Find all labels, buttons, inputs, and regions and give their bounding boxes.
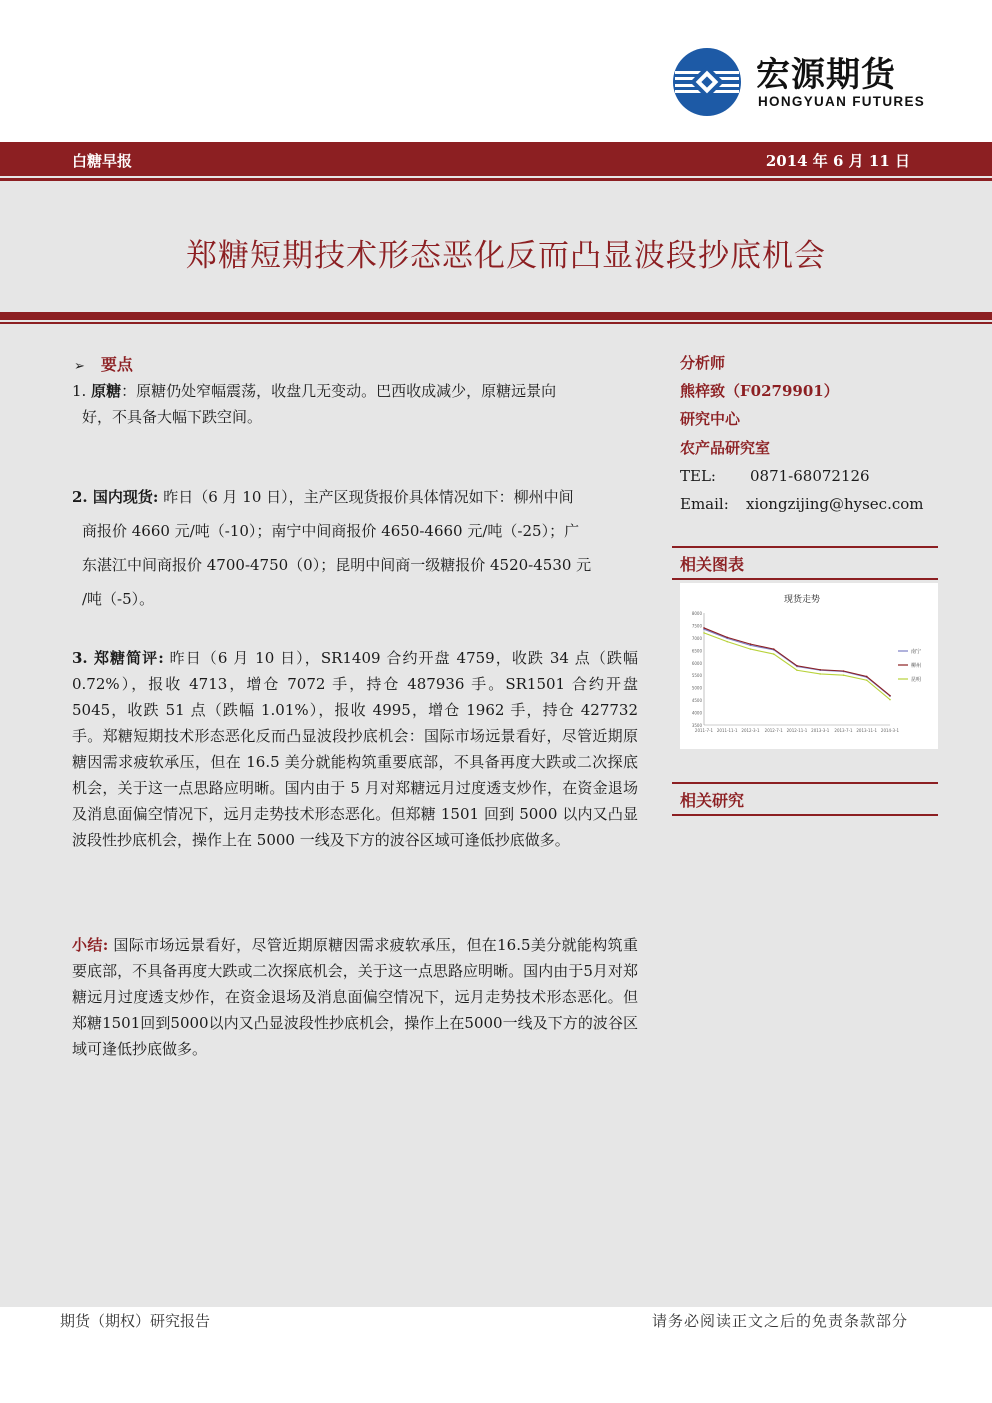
dept-agri-research: 农产品研究室 (680, 439, 771, 457)
chart-y-tick-label: 8000 (691, 611, 702, 616)
chart-y-tick-label: 7000 (691, 635, 702, 641)
chart-legend-label: 南宁 (911, 649, 922, 655)
chart-point (703, 632, 705, 634)
summary-label: 小结: (72, 936, 109, 954)
chart-point (773, 653, 775, 655)
chart-x-tick-label: 2011-7-1 (694, 728, 714, 733)
dept-research-center: 研究中心 (680, 410, 741, 428)
point-label: 原糖 (91, 382, 122, 400)
summary-paragraph (72, 932, 638, 1062)
title-rule-thin (0, 322, 992, 324)
point-raw-sugar (72, 378, 638, 430)
chart-point (866, 676, 868, 678)
point-text-cont: /吨（-5）。 (82, 590, 155, 608)
point-text: ：原糖仍处窄幅震荡，收盘几无变动。巴西收成减少，原糖远景向 (121, 382, 557, 400)
footer-report-type: 期货（期权）研究报告 (60, 1312, 211, 1330)
related-research-heading: 相关研究 (680, 791, 745, 810)
chart-legend-label: 昆明 (911, 677, 922, 683)
chart-x-tick-label: 2013-3-1 (811, 728, 830, 733)
report-date: 2014 年 6 月 11 日 (765, 152, 910, 170)
chart-point (726, 641, 728, 643)
chart-y-tick-label: 4500 (691, 698, 702, 704)
point-domestic-spot (72, 480, 638, 616)
chart-x-tick-label: 2014-3-1 (880, 728, 900, 733)
chart-x-tick-label: 2012-3-1 (741, 728, 760, 733)
related-research-section (672, 782, 938, 816)
tel-row (680, 467, 870, 485)
point-number: 1. (72, 382, 87, 400)
email-row (680, 495, 924, 513)
chart-series-line-1 (704, 628, 890, 696)
bullet-arrow-icon: ➢ (74, 359, 85, 374)
chart-point (819, 669, 821, 671)
chart-point (726, 637, 728, 639)
analyst-name: 熊梓致（F0279901） (680, 382, 839, 400)
related-charts-section (672, 546, 938, 580)
analyst-heading: 分析师 (680, 354, 726, 372)
chart-x-tick-label: 2011-11-1 (716, 728, 738, 733)
chart-point (866, 679, 868, 681)
report-category: 白糖早报 (72, 152, 133, 170)
chart-point (889, 695, 891, 697)
email-value[interactable]: xiongzijing@hysec.com (746, 495, 924, 513)
chart-y-tick-label: 6000 (691, 660, 702, 666)
chart-y-tick-label: 4000 (691, 710, 702, 716)
spot-price-chart (680, 583, 938, 749)
report-header-bar (0, 142, 992, 176)
hongyuan-logo-icon (672, 47, 742, 117)
point-text: 昨日（6 月 10 日），主产区现货报价具体情况如下：柳州中间 (158, 488, 574, 506)
chart-point (703, 627, 705, 629)
chart-y-tick-label: 5500 (691, 673, 702, 679)
point-text: 昨日（6 月 10 日），SR1409 合约开盘 4759，收跌 34 点（跌幅 0.72%），报收 4713，增仓 7072 手，持仓 487936 手。SR1501 合约开盘 5045，收跌 51 点（跌幅 1.01%），报收 4995，增仓 1962 手，持仓 427732 手。郑糖短期技术形态恶化反而凸显波段抄底机会：国际市场远景看好，尽管近期原糖因需求疲软承压，但在 16.5 美分就能构筑重要底部，不具备再度大跌或二次探底机会，关于这一点思路应明晰。国内由于 5 月对郑糖远月过度透支炒作，在资金退场及消息面偏空情况下，远月走势技术形态恶化。但郑糖 1501 回到 5000 以内又凸显波段性抄底机会，操作上在 5000 一线及下方的波谷区域可逢低抄底做多。 (72, 649, 639, 849)
related-charts-heading: 相关图表 (680, 555, 745, 574)
chart-point (750, 648, 752, 650)
chart-y-tick-label: 5000 (691, 685, 702, 691)
header-divider (0, 178, 992, 181)
chart-y-tick-label: 3500 (691, 723, 702, 728)
chart-title: 现货走势 (783, 595, 821, 605)
chart-point (796, 665, 798, 667)
chart-point (843, 670, 845, 672)
point-text-cont: 东湛江中间商报价 4700-4750（0）；昆明中间商一级糖报价 4520-4530 元 (82, 556, 592, 574)
chart-point (843, 674, 845, 676)
page-footer (0, 1307, 992, 1337)
tel-value: 0871-68072126 (750, 467, 870, 485)
logo-english-name: HONGYUAN FUTURES (758, 94, 926, 109)
chart-y-tick-label: 7500 (691, 623, 702, 629)
key-points-heading: ➢ 要点 (74, 355, 133, 374)
report-title: 郑糖短期技术形态恶化反而凸显波段抄底机会 (186, 238, 826, 274)
point-label: 2. 国内现货: (72, 488, 159, 506)
point-zce-commentary (72, 645, 638, 853)
title-rule-thick (0, 312, 992, 320)
chart-x-tick-label: 2012-7-1 (764, 728, 783, 733)
point-text-cont: 好，不具备大幅下跌空间。 (82, 408, 263, 426)
chart-point (773, 648, 775, 650)
email-label: Email: (680, 495, 729, 513)
chart-point (796, 669, 798, 671)
chart-point (819, 673, 821, 675)
point-label: 3. 郑糖简评: (72, 649, 164, 667)
spot-price-chart-svg (680, 583, 938, 749)
summary-text: 国际市场远景看好，尽管近期原糖因需求疲软承压，但在16.5美分就能构筑重要底部，不具备再度大跌或二次探底机会，关于这一点思路应明晰。国内由于5月对郑糖远月过度透支炒作，在资金退场及消息面偏空情况下，远月走势技术形态恶化。但郑糖1501回到5000以内又凸显波段性抄底机会，操作上在5000一线及下方的波谷区域可逢低抄底做多。 (72, 936, 638, 1058)
chart-x-tick-label: 2013-11-1 (856, 728, 878, 733)
chart-legend-label: 柳州 (911, 663, 922, 669)
chart-point (889, 699, 891, 701)
logo-chinese-name: 宏源期货 (756, 55, 896, 95)
chart-x-tick-label: 2013-7-1 (834, 728, 853, 733)
chart-x-tick-label: 2012-11-1 (786, 728, 808, 733)
point-text-cont: 商报价 4660 元/吨（-10）；南宁中间商报价 4650-4660 元/吨（-25）；广 (82, 522, 580, 540)
footer-disclaimer-note: 请务必阅读正文之后的免责条款部分 (651, 1312, 908, 1330)
company-logo (672, 45, 926, 115)
tel-label: TEL: (680, 467, 716, 485)
chart-point (750, 643, 752, 645)
chart-y-tick-label: 6500 (691, 648, 702, 654)
